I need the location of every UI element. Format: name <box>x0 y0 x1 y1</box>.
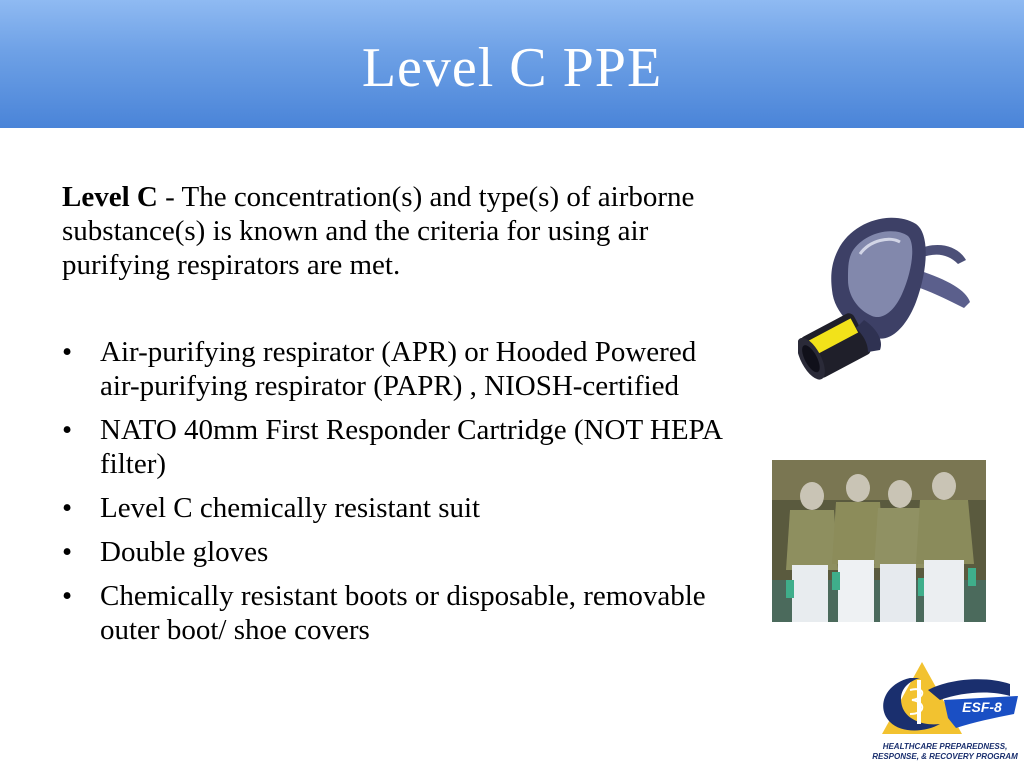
logo-line-1: HEALTHCARE PREPAREDNESS, <box>882 742 1008 751</box>
esf8-badge-text: ESF-8 <box>962 699 1002 715</box>
bullet-icon: • <box>62 580 73 612</box>
responders-in-suits-photo <box>772 460 986 622</box>
bullet-list <box>62 335 722 657</box>
intro-paragraph <box>62 180 742 282</box>
bullet-item <box>62 535 722 569</box>
bullet-icon: • <box>62 414 73 446</box>
bullet-text: Air-purifying respirator (APR) or Hooded Powered air-purifying respirator (PAPR) , NIOSH-certified <box>100 336 697 402</box>
bullet-icon: • <box>62 492 73 524</box>
bullet-item <box>62 335 722 403</box>
bullet-text: Level C chemically resistant suit <box>100 492 481 524</box>
bullet-item <box>62 491 722 525</box>
bullet-icon: • <box>62 536 73 568</box>
bullet-icon: • <box>62 336 73 368</box>
logo-line-2: RESPONSE, & RECOVERY PROGRAM <box>872 752 1018 761</box>
intro-term: Level C <box>62 181 158 213</box>
esf8-logo <box>870 656 1020 764</box>
bullet-text: Double gloves <box>100 536 269 568</box>
esf8-logo-graphic <box>870 656 1020 740</box>
title-bar <box>0 0 1024 128</box>
intro-text: - The concentration(s) and type(s) of airborne substance(s) is known and the criteria for using air purifying respirators are met. <box>62 181 695 281</box>
bullet-item <box>62 579 722 647</box>
slide-title: Level C PPE <box>361 37 663 99</box>
bullet-item <box>62 413 722 481</box>
bullet-text: NATO 40mm First Responder Cartridge (NOT HEPA filter) <box>100 414 722 480</box>
gas-mask-image <box>798 210 976 396</box>
bullet-text: Chemically resistant boots or disposable, removable outer boot/ shoe covers <box>100 580 706 646</box>
